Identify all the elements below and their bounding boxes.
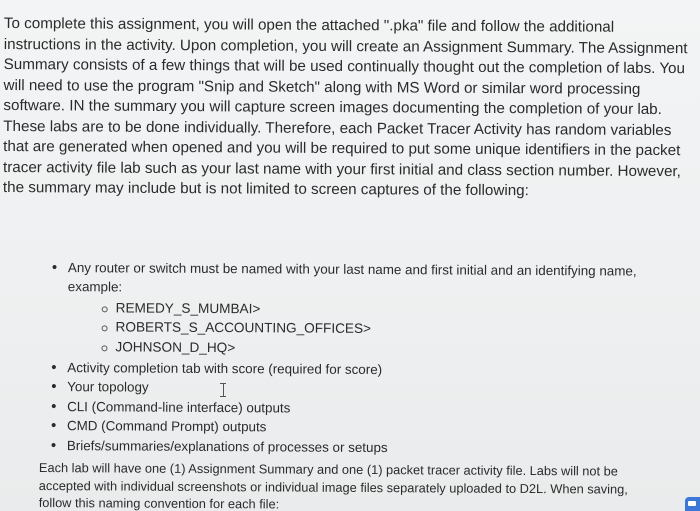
list-item-router-naming <box>51 258 672 360</box>
example-item: JOHNSON_D_HQ> <box>103 337 671 360</box>
requirements-list <box>51 258 672 459</box>
list-item: • Activity completion tab with score (required for score) <box>51 358 671 381</box>
text-cursor-icon <box>220 383 226 397</box>
list-item: • CLI (Command-line interface) outputs <box>51 397 671 420</box>
list-item: • Briefs/summaries/explanations of processes or setups <box>51 436 671 459</box>
list-item: • CMD (Command Prompt) outputs <box>51 416 671 439</box>
closing-paragraph: Each lab will have one (1) Assignment Summary and one (1) packet tracer activity file. Labs will not be accepted with individual screenshots or individual image files separately uploaded to D2L. When saving, follow this naming convention for each file: <box>38 459 628 511</box>
naming-examples-list <box>67 298 671 360</box>
example-item: ROBERTS_S_ACCOUNTING_OFFICES> <box>104 318 672 341</box>
list-item: • Your topology <box>51 377 671 400</box>
list-item-text: Any router or switch must be named with your last name and first initial and an identifying name, example: <box>67 260 637 295</box>
intro-paragraph: To complete this assignment, you will open the attached ".pka" file and follow the additional instructions in the activity. Upon completion, you will create an Assignment Summary. The Assignment Summary consists of a few things that will be used continually thought out the completion of labs. You will need to use the program "Snip and Sketch" along with MS Word or similar word processing software. IN the summary you will capture screen images documenting the completion of your lab. These labs are to be done individually. Therefore, each Packet Tracer Activity has random variables that are generated when opened and you will be required to put some unique identifiers in the packet tracer activity file lab such as your last name with your first initial and class section number. However, the summary may include but is not limited to screen captures of the following: <box>2 14 688 200</box>
app-badge-icon[interactable] <box>685 497 700 511</box>
example-item: REMEDY_S_MUMBAI> <box>104 298 672 321</box>
